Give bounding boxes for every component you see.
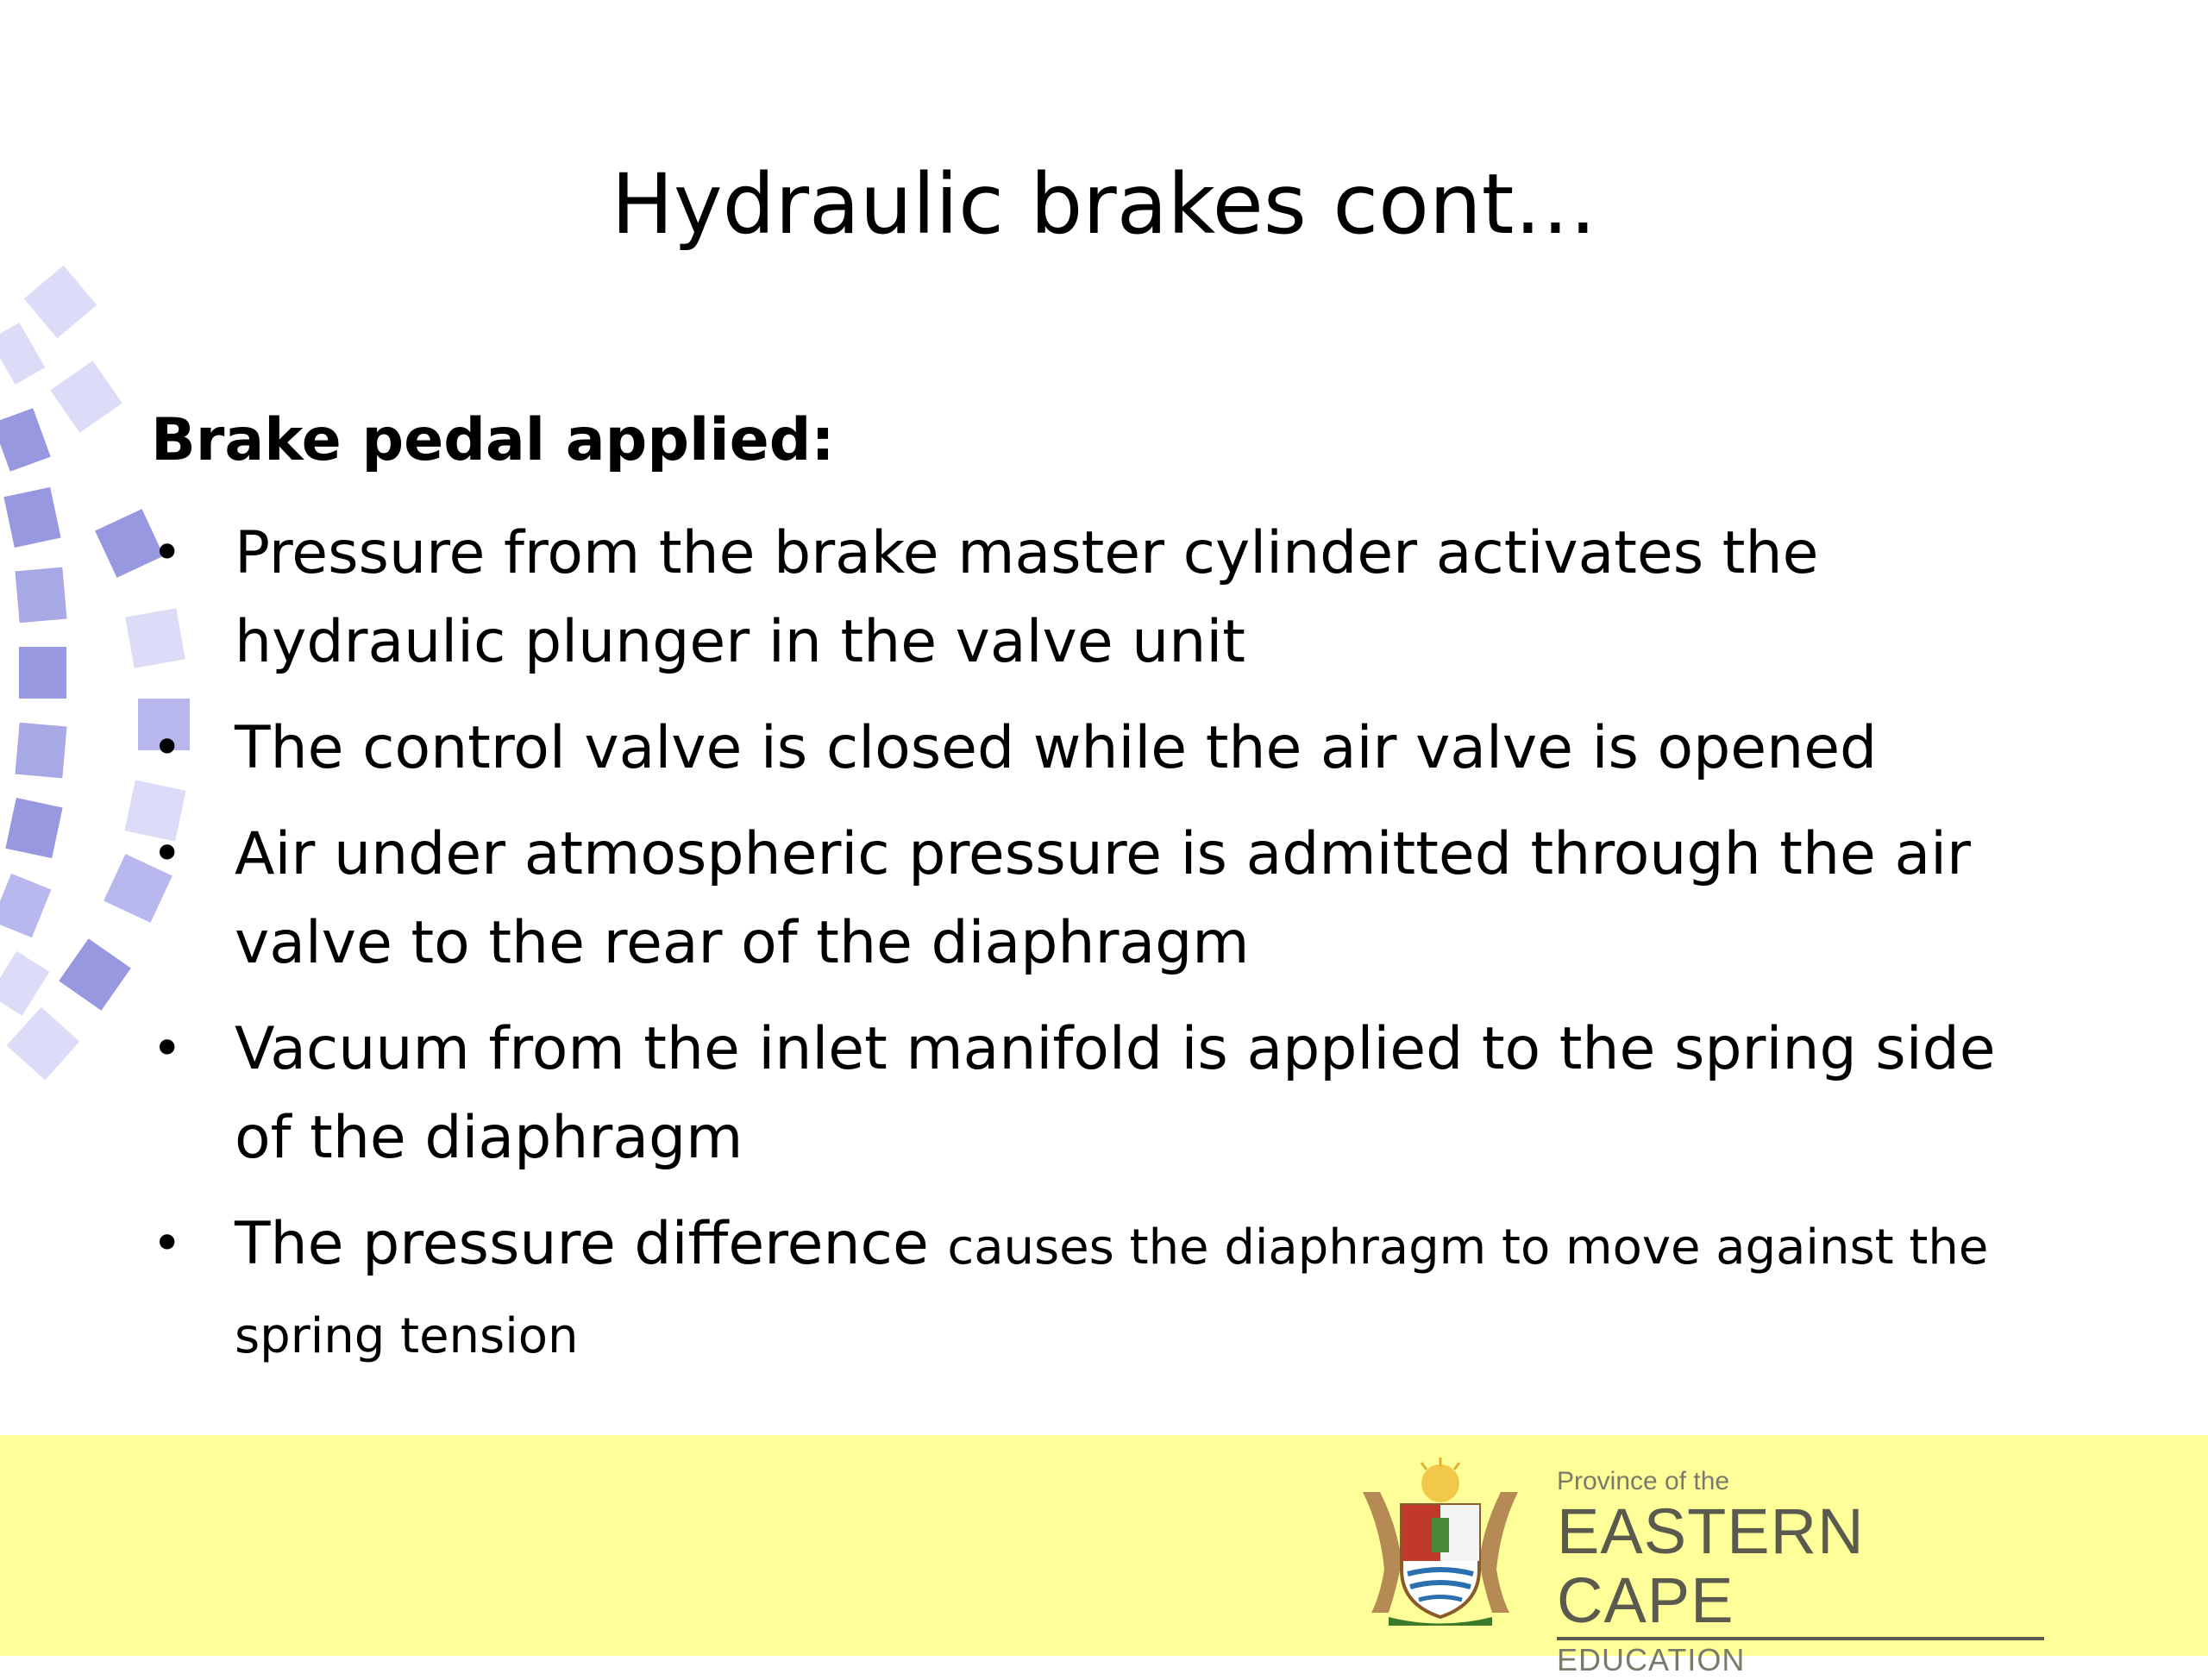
coat-of-arms-icon — [1346, 1457, 1535, 1630]
bullet-text: Pressure from the brake master cylinder activates the hydraulic plunger in the valve unit — [235, 519, 1819, 676]
bullet-text-small: causes the diaphragm to move against the spring tension — [235, 1219, 1989, 1364]
bullet-icon: • — [152, 718, 183, 778]
section-heading: Brake pedal applied: — [151, 406, 835, 474]
bullet-text: Air under atmospheric pressure is admitted through the air valve to the rear of the diaphragm — [235, 820, 1972, 977]
bullet-text: The control valve is closed while the air valve is opened — [235, 714, 1878, 782]
bullet-item-4 — [0, 1005, 2208, 1182]
brand-logo-text — [1557, 1466, 2048, 1680]
brand-department: EDUCATION — [1557, 1642, 1746, 1677]
bullet-item-5 — [0, 1200, 2208, 1377]
brand-name: EASTERN CAPE — [1557, 1495, 1865, 1636]
slide-title: Hydraulic brakes cont… — [611, 156, 1597, 253]
bullet-icon: • — [152, 824, 183, 884]
bullet-item-3 — [0, 810, 2208, 987]
bullet-text: Vacuum from the inlet manifold is applied to the spring side of the diaphragm — [235, 1015, 1996, 1172]
bullet-text-large: The pressure difference — [235, 1210, 929, 1278]
bullet-icon: • — [152, 523, 183, 583]
bullet-icon: • — [152, 1213, 183, 1274]
bullet-item-1 — [0, 509, 2208, 686]
brand-province-label: Province of the — [1557, 1467, 1730, 1495]
bullet-icon: • — [152, 1019, 183, 1079]
bullet-item-2 — [0, 704, 2208, 793]
bullet-list — [0, 509, 2208, 1395]
